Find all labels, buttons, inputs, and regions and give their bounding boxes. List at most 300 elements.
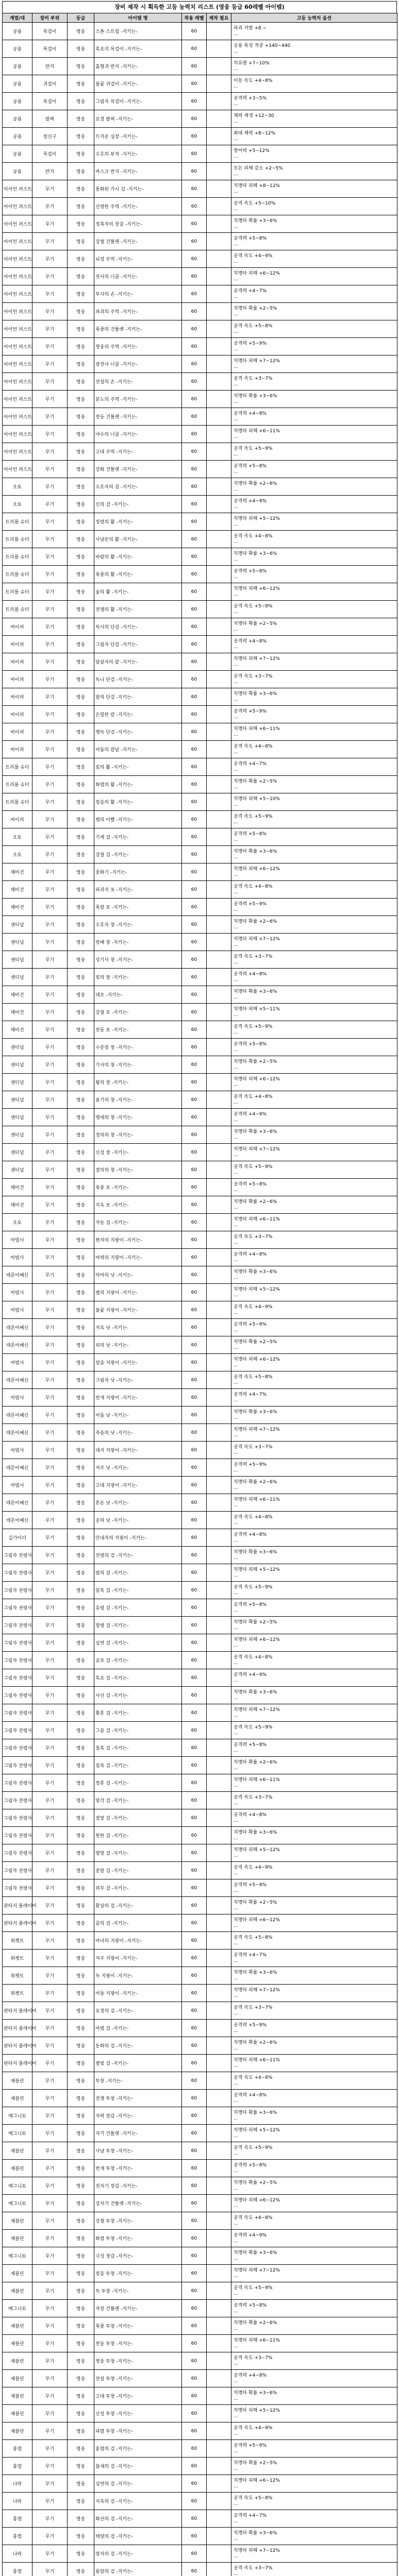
cell-level: 60 (182, 1774, 207, 1792)
cell-options: 치명타 피해 +7~12% ... (231, 934, 397, 951)
cell-class: 재블린 (3, 2212, 32, 2230)
cell-item-name: 용기의 창 -지키는- (94, 1091, 182, 1109)
cell-slot: 무기 (32, 636, 68, 653)
table-row (3, 1879, 397, 1897)
cell-level: 60 (182, 2422, 207, 2440)
cell-requirement (207, 1442, 231, 1459)
cell-grade: 영웅 (68, 1967, 94, 1985)
table-row (3, 2405, 397, 2422)
cell-slot: 무기 (32, 1704, 68, 1722)
table-row (3, 2037, 397, 2055)
cell-level: 60 (182, 2458, 207, 2475)
cell-level: 60 (182, 1126, 207, 1144)
cell-class: 판타지 플레이어 (3, 1914, 32, 1932)
cell-requirement (207, 1529, 231, 1547)
cell-slot: 반지 (32, 163, 68, 180)
cell-item-name: 독니 단검 -지키는- (94, 671, 182, 688)
cell-class: 매그니토 (3, 2177, 32, 2195)
cell-requirement (207, 531, 231, 548)
cell-level: 60 (182, 233, 207, 250)
cell-item-name: 어둠 지팡이 -지키는- (94, 1985, 182, 2002)
cell-slot: 무기 (32, 969, 68, 986)
table-row (3, 653, 397, 671)
cell-options: 공격 속도 +5~9% ... (231, 811, 397, 828)
cell-class: 재블린 (3, 2230, 32, 2247)
cell-options: 치명타 피해 +5~12% ... (231, 1564, 397, 1582)
table-row (3, 1354, 397, 1371)
cell-slot: 무기 (32, 1494, 68, 1512)
cell-options: 공격 속도 +4~8% ... (231, 2072, 397, 2090)
cell-requirement (207, 1617, 231, 1634)
table-header (3, 13, 397, 23)
cell-grade: 영웅 (68, 2125, 94, 2142)
cell-item-name: 독 지팡이 -지키는- (94, 1967, 182, 1985)
cell-item-name: 전령의 검 -지키는- (94, 1547, 182, 1564)
cell-item-name: 마력의 지팡이 -지키는- (94, 1249, 182, 1266)
cell-class: 재블린 (3, 2370, 32, 2387)
cell-item-name: 자기 건틀렛 -지키는- (94, 2125, 182, 2142)
cell-requirement (207, 1634, 231, 1652)
cell-slot: 무기 (32, 934, 68, 951)
cell-options: 치명타 확률 +3~6% ... (231, 986, 397, 1004)
cell-requirement (207, 75, 231, 93)
cell-item-name: 저주 지팡이 -지키는- (94, 1950, 182, 1967)
cell-requirement (207, 215, 231, 233)
table-row (3, 1564, 397, 1582)
cell-grade: 영웅 (68, 1879, 94, 1897)
cell-level: 60 (182, 2563, 207, 2576)
cell-item-name: 스톤 스트립 -지키는- (94, 23, 182, 40)
table-row (3, 215, 397, 233)
cell-options: 치명타 확률 +2~6% ... (231, 1477, 397, 1494)
cell-grade: 영웅 (68, 2177, 94, 2195)
cell-grade: 영웅 (68, 1950, 94, 1967)
cell-item-name: 수호자의 검 -지키는- (94, 478, 182, 496)
cell-requirement (207, 285, 231, 303)
cell-slot: 무기 (32, 1442, 68, 1459)
cell-requirement (207, 916, 231, 934)
cell-level: 60 (182, 2335, 207, 2352)
table-row (3, 233, 397, 250)
cell-options: 공격 속도 +3~7% ... (231, 671, 397, 688)
cell-grade: 영웅 (68, 250, 94, 268)
cell-options: 공격력 +5~9% ... (231, 899, 397, 916)
cell-level: 60 (182, 1056, 207, 1074)
table-row (3, 1371, 397, 1389)
cell-level: 60 (182, 1021, 207, 1039)
cell-options: 공격력 +5~9% ... (231, 1459, 397, 1477)
cell-requirement (207, 2475, 231, 2493)
cell-item-name: 극성 장갑 -지키는- (94, 2247, 182, 2265)
cell-item-name: 태양의 검 -지키는- (94, 2528, 182, 2545)
cell-slot: 무기 (32, 1512, 68, 1529)
cell-class: 데몬어쌔신 (3, 1336, 32, 1354)
cell-class: 마법사 (3, 1301, 32, 1319)
cell-item-name: 투창 -지키는- (94, 2072, 182, 2090)
cell-slot: 무기 (32, 2300, 68, 2317)
cell-slot: 무기 (32, 1932, 68, 1950)
cell-requirement (207, 1757, 231, 1774)
cell-level: 60 (182, 1249, 207, 1266)
cell-level: 60 (182, 2510, 207, 2528)
table-row (3, 1231, 397, 1249)
table-row (3, 250, 397, 268)
cell-options: 치명타 확률 +3~6% ... (231, 548, 397, 566)
cell-slot: 무기 (32, 1985, 68, 2002)
cell-item-name: 지옥 포 -지키는- (94, 1196, 182, 1214)
cell-grade: 영웅 (68, 58, 94, 75)
cell-level: 60 (182, 548, 207, 566)
cell-item-name: 칠흑 검 -지키는- (94, 1739, 182, 1757)
cell-requirement (207, 2370, 231, 2387)
cell-requirement (207, 1897, 231, 1914)
cell-class: 트리플 슈터 (3, 566, 32, 583)
cell-level: 60 (182, 2493, 207, 2510)
table-row (3, 391, 397, 408)
table-row (3, 706, 397, 723)
cell-item-name: 수호의 부적 -지키는- (94, 145, 182, 163)
table-row (3, 601, 397, 618)
cell-class: 트리플 슈터 (3, 531, 32, 548)
table-row (3, 2422, 397, 2440)
cell-requirement (207, 1547, 231, 1564)
cell-level: 60 (182, 408, 207, 426)
cell-level: 60 (182, 1844, 207, 1862)
cell-slot: 무기 (32, 513, 68, 531)
cell-item-name: 전쟁의 활 -지키는- (94, 601, 182, 618)
cell-item-name: 폭풍의 활 -지키는- (94, 566, 182, 583)
cell-slot: 무기 (32, 1617, 68, 1634)
cell-item-name: 심연 검 -지키는- (94, 1634, 182, 1652)
cell-slot: 무기 (32, 1967, 68, 1985)
cell-requirement (207, 1336, 231, 1354)
table-row (3, 741, 397, 758)
cell-options: 공격 속도 +4~9% ... (231, 1862, 397, 1879)
cell-slot: 무기 (32, 583, 68, 601)
table-row (3, 566, 397, 583)
cell-options: 공격 속도 +5~8% ... (231, 320, 397, 338)
cell-item-name: 영웅의 주먹 -지키는- (94, 338, 182, 355)
cell-options: 치명타 피해 +6~11% ... (231, 1494, 397, 1512)
cell-class: 마법사 (3, 1442, 32, 1459)
cell-class: 아이언 퍼스트 (3, 426, 32, 443)
cell-level: 60 (182, 75, 207, 93)
cell-grade: 영웅 (68, 1389, 94, 1406)
cell-options: 공격력 +4~7% ... (231, 1950, 397, 1967)
cell-grade: 영웅 (68, 671, 94, 688)
cell-class: 매그니토 (3, 2300, 32, 2317)
cell-class: 아이언 퍼스트 (3, 338, 32, 355)
cell-level: 60 (182, 2142, 207, 2160)
table-row (3, 2300, 397, 2317)
header-grade: 등급 (68, 13, 94, 23)
cell-slot: 무기 (32, 1652, 68, 1669)
cell-level: 60 (182, 1704, 207, 1722)
cell-options: 최대 체력 +8~12% ... (231, 128, 397, 145)
cell-level: 60 (182, 93, 207, 110)
cell-options: 치명타 확률 +2~5% ... (231, 1897, 397, 1914)
cell-slot: 무기 (32, 881, 68, 899)
cell-options: 공격력 +4~7% ... (231, 758, 397, 776)
cell-item-name: 유령 검 -지키는- (94, 1599, 182, 1617)
cell-class: 그림자 전령사 (3, 1634, 32, 1652)
cell-item-name: 맹세의 창 -지키는- (94, 1109, 182, 1126)
cell-slot: 무기 (32, 496, 68, 513)
cell-class: 재블린 (3, 2405, 32, 2422)
table-row (3, 2563, 397, 2576)
cell-grade: 영웅 (68, 653, 94, 671)
cell-item-name: 강철 검 -지키는- (94, 846, 182, 863)
table-row (3, 2317, 397, 2335)
cell-requirement (207, 233, 231, 250)
cell-grade: 영웅 (68, 1897, 94, 1914)
table-row (3, 986, 397, 1004)
cell-slot: 무기 (32, 1547, 68, 1564)
cell-grade: 영웅 (68, 268, 94, 285)
cell-class: 아이언 퍼스트 (3, 355, 32, 373)
cell-item-name: 종말 검 -지키는- (94, 1862, 182, 1879)
cell-options: 공격 속도 +3~7% ... (231, 2352, 397, 2370)
cell-level: 60 (182, 1564, 207, 1582)
cell-class: 위켓트 (3, 1950, 32, 1967)
cell-class: 그림자 전령사 (3, 1844, 32, 1862)
cell-grade: 영웅 (68, 496, 94, 513)
cell-class: 재블린 (3, 2387, 32, 2405)
cell-level: 60 (182, 986, 207, 1004)
cell-slot: 무기 (32, 443, 68, 461)
cell-slot: 무기 (32, 688, 68, 706)
cell-item-name: 전자기 장갑 -지키는- (94, 2177, 182, 2195)
cell-item-name: 고대 주먹 -지키는- (94, 443, 182, 461)
cell-slot: 무기 (32, 1319, 68, 1336)
document-page (2, 1, 397, 2576)
cell-level: 60 (182, 776, 207, 793)
cell-class: 공용 (3, 93, 32, 110)
cell-slot: 무기 (32, 916, 68, 934)
cell-slot: 무기 (32, 706, 68, 723)
cell-item-name: 강화 건틀렛 -지키는- (94, 461, 182, 478)
cell-requirement (207, 828, 231, 846)
cell-item-name: 방패 창 -지키는- (94, 934, 182, 951)
cell-level: 60 (182, 1739, 207, 1757)
cell-options: 공격 속도 +5~8% ... (231, 2493, 397, 2510)
table-row (3, 811, 397, 828)
cell-level: 60 (182, 1231, 207, 1249)
cell-requirement (207, 355, 231, 373)
cell-requirement (207, 618, 231, 636)
cell-grade: 영웅 (68, 916, 94, 934)
cell-grade: 영웅 (68, 636, 94, 653)
cell-requirement (207, 2422, 231, 2440)
table-row (3, 1459, 397, 1477)
cell-requirement (207, 268, 231, 285)
cell-grade: 영웅 (68, 1564, 94, 1582)
cell-class: 그림자 전령사 (3, 1652, 32, 1669)
cell-requirement (207, 1109, 231, 1126)
cell-requirement (207, 478, 231, 496)
cell-requirement (207, 1599, 231, 1617)
cell-grade: 영웅 (68, 110, 94, 128)
cell-slot: 무기 (32, 2405, 68, 2422)
cell-options: 치명타 피해 +6~12% ... (231, 1634, 397, 1652)
table-row (3, 1039, 397, 1056)
cell-slot: 무기 (32, 2002, 68, 2020)
cell-options: 치명타 확률 +3~6% ... (231, 2528, 397, 2545)
cell-class: 데몬어쌔신 (3, 1266, 32, 1284)
cell-class: 매그니토 (3, 2107, 32, 2125)
cell-options: 치명타 피해 +6~12% ... (231, 268, 397, 285)
cell-options: 치명타 피해 +7~12% ... (231, 1704, 397, 1722)
cell-level: 60 (182, 793, 207, 811)
cell-grade: 영웅 (68, 1704, 94, 1722)
cell-level: 60 (182, 320, 207, 338)
cell-class: 헤비건 (3, 1196, 32, 1214)
cell-requirement (207, 23, 231, 40)
cell-grade: 영웅 (68, 1144, 94, 1161)
cell-item-name: 독사의 단검 -지키는- (94, 618, 182, 636)
cell-level: 60 (182, 1161, 207, 1179)
table-row (3, 1599, 397, 1617)
cell-grade: 영웅 (68, 1687, 94, 1704)
cell-class: 아이언 퍼스트 (3, 285, 32, 303)
table-row (3, 285, 397, 303)
equipment-table (2, 13, 397, 2576)
table-row (3, 2072, 397, 2090)
table-row (3, 58, 397, 75)
cell-slot: 무기 (32, 548, 68, 566)
cell-item-name: 파괴의 주먹 -지키는- (94, 303, 182, 320)
cell-slot: 무기 (32, 2335, 68, 2352)
cell-options: 치명타 확률 +3~6% ... (231, 2107, 397, 2125)
table-row (3, 2177, 397, 2195)
cell-item-name: 원한 검 -지키는- (94, 1827, 182, 1844)
cell-grade: 영웅 (68, 1354, 94, 1371)
table-row (3, 1196, 397, 1214)
cell-options: 공격력 +5~9% ... (231, 2440, 397, 2458)
cell-class: 공용 (3, 110, 32, 128)
cell-grade: 영웅 (68, 2212, 94, 2230)
cell-slot: 무기 (32, 1914, 68, 1932)
cell-requirement (207, 1196, 231, 1214)
cell-requirement (207, 320, 231, 338)
cell-slot: 무기 (32, 653, 68, 671)
cell-options: 파괴 저항 +8 ~ ... (231, 23, 397, 40)
cell-item-name: 영혼 검 -지키는- (94, 1774, 182, 1792)
cell-slot: 무기 (32, 303, 68, 320)
cell-slot: 무기 (32, 426, 68, 443)
cell-grade: 영웅 (68, 391, 94, 408)
table-row (3, 1897, 397, 1914)
cell-item-name: 홍염의 검 -지키는- (94, 2440, 182, 2458)
cell-item-name: 얼음 투창 -지키는- (94, 2265, 182, 2282)
cell-requirement (207, 1722, 231, 1739)
cell-options: 공격 속도 +3~7% ... (231, 373, 397, 391)
cell-options: 공격력 +4~9% ... (231, 496, 397, 513)
cell-level: 60 (182, 391, 207, 408)
cell-slot: 무기 (32, 1792, 68, 1809)
cell-grade: 영웅 (68, 75, 94, 93)
cell-class: 위켓트 (3, 1932, 32, 1950)
cell-requirement (207, 1862, 231, 1879)
cell-item-name: 전설의 손 -지키는- (94, 373, 182, 391)
cell-item-name: 별빛 검 -지키는- (94, 2055, 182, 2072)
cell-level: 60 (182, 1722, 207, 1739)
cell-item-name: 화염 투창 -지키는- (94, 2230, 182, 2247)
table-row (3, 478, 397, 496)
cell-item-name: 저주 낫 -지키는- (94, 1459, 182, 1477)
table-row (3, 1074, 397, 1091)
cell-level: 60 (182, 916, 207, 934)
cell-grade: 영웅 (68, 1477, 94, 1494)
cell-level: 60 (182, 496, 207, 513)
cell-slot: 무기 (32, 2422, 68, 2440)
cell-level: 60 (182, 1809, 207, 1827)
table-row (3, 2387, 397, 2405)
cell-slot: 무기 (32, 2037, 68, 2055)
cell-options: 공격력 +5~8% ... (231, 1739, 397, 1757)
table-row (3, 1932, 397, 1950)
table-row (3, 1967, 397, 1985)
cell-class: 트리플 슈터 (3, 513, 32, 531)
cell-options: 치명타 피해 +6~11% ... (231, 426, 397, 443)
cell-grade: 영웅 (68, 2282, 94, 2300)
cell-level: 60 (182, 513, 207, 531)
table-row (3, 2020, 397, 2037)
cell-requirement (207, 1704, 231, 1722)
cell-slot: 무기 (32, 1021, 68, 1039)
cell-item-name: 신성 투창 -지키는- (94, 2405, 182, 2422)
cell-requirement (207, 1477, 231, 1494)
cell-item-name: 불꽃 지팡이 -지키는- (94, 1301, 182, 1319)
cell-options: 치명타 확률 +2~6% ... (231, 916, 397, 934)
cell-level: 60 (182, 1424, 207, 1442)
table-row (3, 1950, 397, 1967)
cell-item-name: 천둥 건틀렛 -지키는- (94, 408, 182, 426)
cell-requirement (207, 723, 231, 741)
cell-requirement (207, 128, 231, 145)
cell-options: 공격력 +4~9% ... (231, 1109, 397, 1126)
cell-grade: 영웅 (68, 373, 94, 391)
cell-item-name: 흑요석 목걸이 -지키는- (94, 40, 182, 58)
cell-slot: 무기 (32, 1687, 68, 1704)
cell-grade: 영웅 (68, 2528, 94, 2545)
cell-requirement (207, 1459, 231, 1477)
cell-slot: 무기 (32, 1389, 68, 1406)
table-row (3, 1774, 397, 1792)
cell-grade: 영웅 (68, 1494, 94, 1512)
cell-options: 치명타 확률 +2~6% ... (231, 1196, 397, 1214)
cell-level: 60 (182, 443, 207, 461)
cell-grade: 영웅 (68, 2335, 94, 2352)
cell-grade: 영웅 (68, 1074, 94, 1091)
cell-options: 공격력 +5~9% ... (231, 338, 397, 355)
cell-options: 공격력 +4~7% ... (231, 285, 397, 303)
cell-level: 60 (182, 2020, 207, 2037)
table-row (3, 1792, 397, 1809)
cell-options: 공격력 +4~8% ... (231, 408, 397, 426)
cell-grade: 영웅 (68, 566, 94, 583)
cell-options: 치명타 피해 +7~12% ... (231, 1424, 397, 1442)
cell-level: 60 (182, 40, 207, 58)
cell-requirement (207, 1967, 231, 1985)
cell-class: 나락 (3, 2475, 32, 2493)
cell-class: 판타지 플레이어 (3, 2037, 32, 2055)
cell-class: 헤비건 (3, 863, 32, 881)
cell-requirement (207, 1249, 231, 1266)
cell-grade: 영웅 (68, 741, 94, 758)
cell-level: 60 (182, 1459, 207, 1477)
table-row (3, 320, 397, 338)
